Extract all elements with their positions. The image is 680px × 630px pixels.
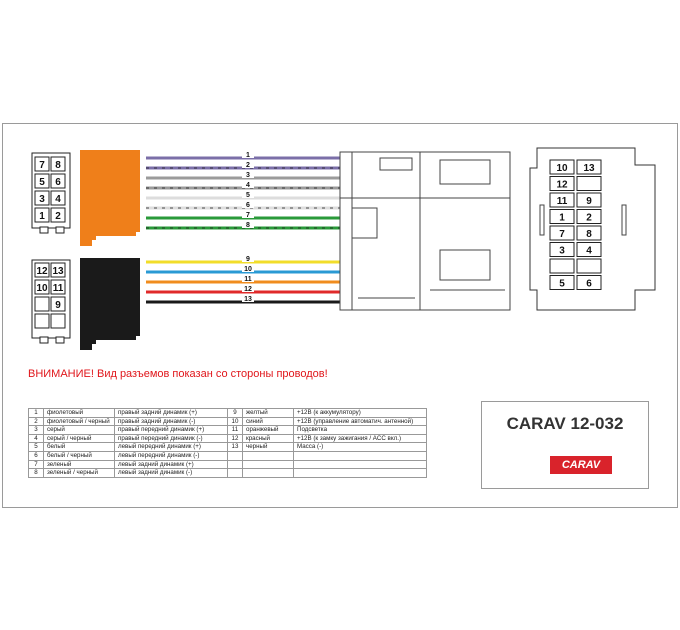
table-row bbox=[29, 426, 427, 435]
table-row bbox=[29, 443, 427, 452]
connector-b-pin-label: 11 bbox=[52, 283, 64, 294]
right-connector-pin-label: 8 bbox=[586, 229, 592, 240]
wire-number: 6 bbox=[246, 202, 250, 209]
right-connector-pin-label: 1 bbox=[559, 212, 565, 224]
connector-a-pin-label: 1 bbox=[39, 211, 45, 222]
right-connector-pin-label: 4 bbox=[586, 245, 592, 257]
connector-a-pin bbox=[35, 191, 49, 205]
table-cell-func: левый передний динамик (-) bbox=[115, 451, 228, 460]
table-cell-color2 bbox=[243, 460, 294, 469]
connector-a-pin-label: 4 bbox=[55, 194, 61, 205]
table-row bbox=[29, 451, 427, 460]
table-cell-color2 bbox=[243, 451, 294, 460]
connector-b bbox=[32, 260, 70, 343]
connector-b-pin-label: 12 bbox=[36, 266, 48, 277]
table-cell-n2: 12 bbox=[228, 434, 243, 443]
table-cell-n2 bbox=[228, 451, 243, 460]
wire bbox=[146, 172, 340, 179]
table-cell-n2: 9 bbox=[228, 409, 243, 418]
wire-number: 3 bbox=[246, 172, 250, 179]
connector-a-pin-label: 6 bbox=[55, 177, 61, 188]
table-cell-func2: Масса (-) bbox=[294, 443, 427, 452]
table-cell-color: фиолетовый bbox=[44, 409, 115, 418]
right-connector-pin bbox=[577, 243, 601, 257]
table-cell-n: 2 bbox=[29, 417, 44, 426]
right-connector-pin bbox=[577, 210, 601, 224]
right-connector-pin-label: 11 bbox=[556, 196, 568, 207]
connector-b-pin-label: 10 bbox=[36, 283, 48, 294]
table-cell-func: правый задний динамик (-) bbox=[115, 417, 228, 426]
table-cell-color: серый bbox=[44, 426, 115, 435]
table-cell-n2 bbox=[228, 469, 243, 478]
wire bbox=[146, 286, 340, 293]
wire bbox=[146, 192, 340, 199]
table-cell-n2: 10 bbox=[228, 417, 243, 426]
table-row bbox=[29, 434, 427, 443]
wire bbox=[146, 256, 340, 263]
table-cell-n2: 13 bbox=[228, 443, 243, 452]
connector-a-pin bbox=[51, 208, 65, 222]
wire bbox=[146, 202, 340, 209]
table-cell-color: зеленый bbox=[44, 460, 115, 469]
connector-a-pin bbox=[51, 191, 65, 205]
wire-number: 2 bbox=[246, 162, 250, 169]
right-connector-pin-label: 2 bbox=[586, 212, 592, 224]
connector-a-pin-label: 8 bbox=[55, 160, 61, 171]
wire bbox=[146, 212, 340, 219]
connector-b-pin bbox=[51, 314, 65, 328]
wire-number: 8 bbox=[246, 222, 250, 229]
table-cell-func: левый задний динамик (-) bbox=[115, 469, 228, 478]
table-cell-func2 bbox=[294, 451, 427, 460]
wire bbox=[146, 276, 340, 283]
wire bbox=[146, 296, 340, 303]
table-cell-func: правый передний динамик (+) bbox=[115, 426, 228, 435]
right-connector-pin-label: 7 bbox=[559, 229, 565, 240]
table-cell-n: 8 bbox=[29, 469, 44, 478]
table-cell-func: правый передний динамик (-) bbox=[115, 434, 228, 443]
connector-a-pin-label: 3 bbox=[39, 194, 45, 205]
wire-number: 11 bbox=[244, 276, 252, 283]
right-connector-pin-label: 9 bbox=[586, 196, 592, 207]
table-cell-n: 5 bbox=[29, 443, 44, 452]
wire bbox=[146, 162, 340, 169]
right-connector-pin-label: 12 bbox=[556, 179, 568, 191]
connector-a bbox=[32, 153, 70, 233]
table-cell-color2: синий bbox=[243, 417, 294, 426]
table-cell-color2 bbox=[243, 469, 294, 478]
right-connector-pin-label: 5 bbox=[559, 278, 565, 290]
right-connector-pin bbox=[577, 160, 601, 174]
right-connector-pin-label: 10 bbox=[556, 163, 568, 174]
connector-a-pin-label: 7 bbox=[39, 160, 45, 171]
table-cell-func2: +12В (к аккумулятору) bbox=[294, 409, 427, 418]
table-row bbox=[29, 460, 427, 469]
table-cell-color: фиолетовый / черный bbox=[44, 417, 115, 426]
connector-a-pin bbox=[35, 157, 49, 171]
right-connector-pin bbox=[550, 193, 574, 207]
table-cell-func2: +12В (управление автоматич. антенной) bbox=[294, 417, 427, 426]
table-cell-color: белый bbox=[44, 443, 115, 452]
wire-number: 13 bbox=[244, 296, 252, 303]
connector-a-pin-label: 5 bbox=[39, 177, 45, 188]
connector-b-pin bbox=[35, 263, 49, 277]
connector-a-pin bbox=[51, 157, 65, 171]
table-cell-func2 bbox=[294, 469, 427, 478]
connector-b-pin bbox=[51, 263, 65, 277]
wire-number: 9 bbox=[246, 256, 250, 263]
orange-plug bbox=[80, 150, 140, 246]
table-cell-func: левый передний динамик (+) bbox=[115, 443, 228, 452]
right-connector-pin bbox=[550, 226, 574, 240]
table-cell-func2 bbox=[294, 460, 427, 469]
right-connector-pin bbox=[550, 177, 574, 191]
wire bbox=[146, 266, 340, 273]
right-connector-pin bbox=[550, 160, 574, 174]
brand-logo: CARAV bbox=[550, 456, 612, 474]
table-row bbox=[29, 409, 427, 418]
table-cell-func: правый задний динамик (+) bbox=[115, 409, 228, 418]
wire-number: 1 bbox=[246, 152, 250, 159]
right-connector bbox=[530, 148, 655, 310]
table-cell-n: 1 bbox=[29, 409, 44, 418]
connector-b-pin bbox=[35, 314, 49, 328]
wire bbox=[146, 182, 340, 189]
wire bbox=[146, 152, 340, 159]
table-cell-color: зеленый / черный bbox=[44, 469, 115, 478]
harness-connector bbox=[340, 152, 510, 310]
connector-b-pin-label: 9 bbox=[55, 300, 61, 311]
model-title: CARAV 12-032 bbox=[506, 414, 624, 433]
connector-b-pin bbox=[35, 297, 49, 311]
wire-number: 4 bbox=[246, 182, 250, 189]
warning-text: ВНИМАНИЕ! Вид разъемов показан со стороны проводов! bbox=[28, 368, 328, 380]
table-cell-color2: красный bbox=[243, 434, 294, 443]
wire bbox=[146, 222, 340, 229]
table-cell-n: 4 bbox=[29, 434, 44, 443]
connector-a-pin bbox=[35, 208, 49, 222]
right-connector-pin bbox=[550, 259, 574, 273]
wire-number: 7 bbox=[246, 212, 250, 219]
connector-b-pin bbox=[51, 280, 65, 294]
right-connector-pin bbox=[577, 177, 601, 191]
wire-table bbox=[28, 408, 427, 478]
connector-b-pin-label: 13 bbox=[52, 266, 64, 277]
right-connector-pin bbox=[577, 226, 601, 240]
right-connector-pin-label: 3 bbox=[559, 245, 565, 257]
table-cell-func: левый задний динамик (+) bbox=[115, 460, 228, 469]
table-cell-n2: 11 bbox=[228, 426, 243, 435]
table-row bbox=[29, 469, 427, 478]
connector-b-pin bbox=[35, 280, 49, 294]
connector-a-pin-label: 2 bbox=[55, 211, 61, 222]
wire-number: 12 bbox=[244, 286, 252, 293]
black-plug bbox=[80, 258, 140, 350]
right-connector-pin bbox=[577, 276, 601, 290]
connector-b-pin bbox=[51, 297, 65, 311]
table-cell-color2: оранжевый bbox=[243, 426, 294, 435]
table-cell-n: 6 bbox=[29, 451, 44, 460]
wire-number: 5 bbox=[246, 192, 250, 199]
table-row bbox=[29, 417, 427, 426]
model-box bbox=[481, 401, 649, 489]
table-cell-n: 3 bbox=[29, 426, 44, 435]
connector-a-pin bbox=[51, 174, 65, 188]
table-cell-func2: +12В (к замку зажигания / ACC вкл.) bbox=[294, 434, 427, 443]
table-cell-color2: черный bbox=[243, 443, 294, 452]
right-connector-pin-label: 6 bbox=[586, 278, 592, 290]
right-connector-pin-label: 13 bbox=[583, 163, 595, 174]
table-cell-color: серый / черный bbox=[44, 434, 115, 443]
right-connector-pin bbox=[577, 259, 601, 273]
right-connector-pin bbox=[550, 210, 574, 224]
wire-number: 10 bbox=[244, 266, 252, 273]
connector-a-pin bbox=[35, 174, 49, 188]
right-connector-pin bbox=[550, 276, 574, 290]
table-cell-n2 bbox=[228, 460, 243, 469]
table-cell-color: белый / черный bbox=[44, 451, 115, 460]
table-cell-color2: желтый bbox=[243, 409, 294, 418]
table-cell-n: 7 bbox=[29, 460, 44, 469]
table-cell-func2: Подсветка bbox=[294, 426, 427, 435]
right-connector-pin bbox=[550, 243, 574, 257]
right-connector-pin bbox=[577, 193, 601, 207]
